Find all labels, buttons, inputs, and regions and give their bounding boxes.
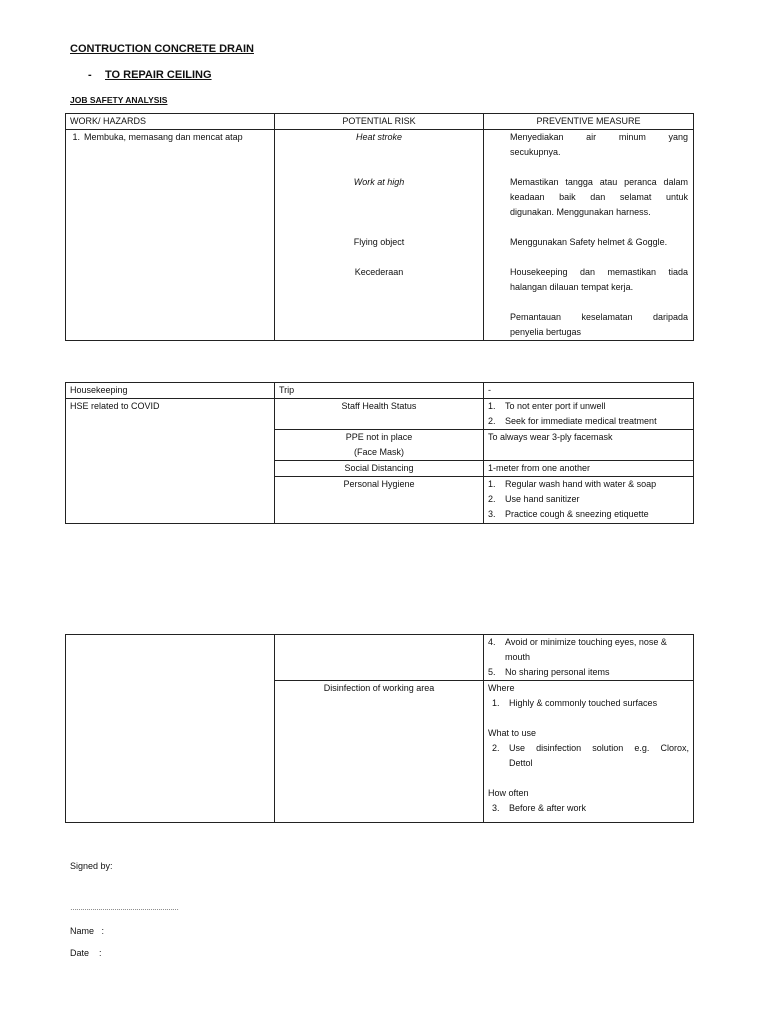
risk-staff-health: Staff Health Status [275, 399, 484, 430]
table-row [66, 383, 694, 399]
measure-social-distancing: 1-meter from one another [484, 461, 694, 477]
risk-work-at-high: Work at high [353, 177, 405, 187]
table-row [66, 130, 694, 341]
risk-ppe: PPE not in place (Face Mask) [275, 430, 484, 461]
subtitle-text: TO REPAIR CEILING [105, 69, 212, 81]
section-heading: JOB SAFETY ANALYSIS [70, 95, 168, 105]
risk-cell [275, 130, 484, 341]
measure-ppe: To always wear 3-ply facemask [484, 430, 694, 461]
list-item: 4. Avoid or minimize touching eyes, nose & [488, 637, 667, 647]
risk-personal-hygiene: Personal Hygiene [275, 477, 484, 524]
list-item: 1. To not enter port if unwell [488, 401, 606, 411]
header-preventive-measure: PREVENTIVE MEASURE [484, 114, 694, 130]
list-item: 1. Highly & commonly touched surfaces [492, 698, 658, 708]
measure-disinfection [484, 681, 694, 823]
risk-heat-stroke: Heat stroke [355, 132, 403, 142]
signed-by-label: Signed by: [70, 861, 113, 871]
risk-trip: Trip [275, 383, 484, 399]
list-item: 2. Use disinfection solution e.g. Clorox, [492, 743, 689, 753]
measure-personal-hygiene [484, 477, 694, 524]
list-item: 2. Seek for immediate medical treatment [488, 416, 657, 426]
list-item: 5. No sharing personal items [488, 667, 610, 677]
hazard-empty [66, 635, 275, 823]
risk-social-distancing: Social Distancing [275, 461, 484, 477]
measure-hygiene-continued [484, 635, 694, 681]
header-work-hazards: WORK/ HAZARDS [66, 114, 275, 130]
measure-cell [484, 130, 694, 341]
where-label: Where [488, 683, 515, 693]
measure-4-line1: Housekeeping dan memastikan tiada [510, 267, 688, 277]
measure-4-line2: halangan dilauan tempat kerja. [510, 282, 634, 292]
hazard-housekeeping: Housekeeping [66, 383, 275, 399]
table-row [66, 635, 694, 681]
risk-flying-object: Flying object [353, 237, 405, 247]
list-item: 2. Use hand sanitizer [488, 494, 580, 504]
subtitle-dash: - [88, 69, 92, 81]
measure-5-line2: penyelia bertugas [510, 327, 582, 337]
list-item-continued: Dettol [509, 758, 533, 768]
date-field: Date : [70, 948, 102, 958]
document-subtitle [88, 69, 212, 81]
what-label: What to use [488, 728, 537, 738]
list-item: 1. Regular wash hand with water & soap [488, 479, 657, 489]
risk-disinfection: Disinfection of working area [275, 681, 484, 823]
work-number: 1. [72, 132, 80, 142]
risk-empty [275, 635, 484, 681]
measure-5-line1: Pemantauan keselamatan daripada [510, 312, 688, 322]
measure-staff-health [484, 399, 694, 430]
jsa-table-1 [65, 113, 694, 341]
document-title: CONTRUCTION CONCRETE DRAIN [70, 43, 254, 55]
measure-1-line1: Menyediakan air minum yang [510, 132, 688, 142]
how-label: How often [488, 788, 529, 798]
work-cell [66, 130, 275, 341]
hazard-covid: HSE related to COVID [66, 399, 275, 524]
name-field: Name : [70, 926, 105, 936]
table-header-row [66, 114, 694, 130]
measure-1-line2: secukupnya. [510, 147, 561, 157]
measure-2-line3: digunakan. Menggunakan harness. [510, 207, 651, 217]
measure-3: Menggunakan Safety helmet & Goggle. [510, 237, 668, 247]
table-row [66, 399, 694, 430]
list-item-continued: mouth [505, 652, 531, 662]
risk-kecederaan: Kecederaan [354, 267, 404, 277]
measure-2-line2: keadaan baik dan selamat untuk [510, 192, 688, 202]
measure-2-line1: Memastikan tangga atau peranca dalam [510, 177, 688, 187]
header-potential-risk: POTENTIAL RISK [275, 114, 484, 130]
work-text: Membuka, memasang dan mencat atap [84, 132, 243, 142]
jsa-table-3 [65, 634, 694, 823]
jsa-table-2 [65, 382, 694, 524]
measure-dash: - [484, 383, 694, 399]
signature-line: ……………………………………………… [70, 905, 178, 912]
list-item: 3. Practice cough & sneezing etiquette [488, 509, 649, 519]
list-item: 3. Before & after work [492, 803, 587, 813]
